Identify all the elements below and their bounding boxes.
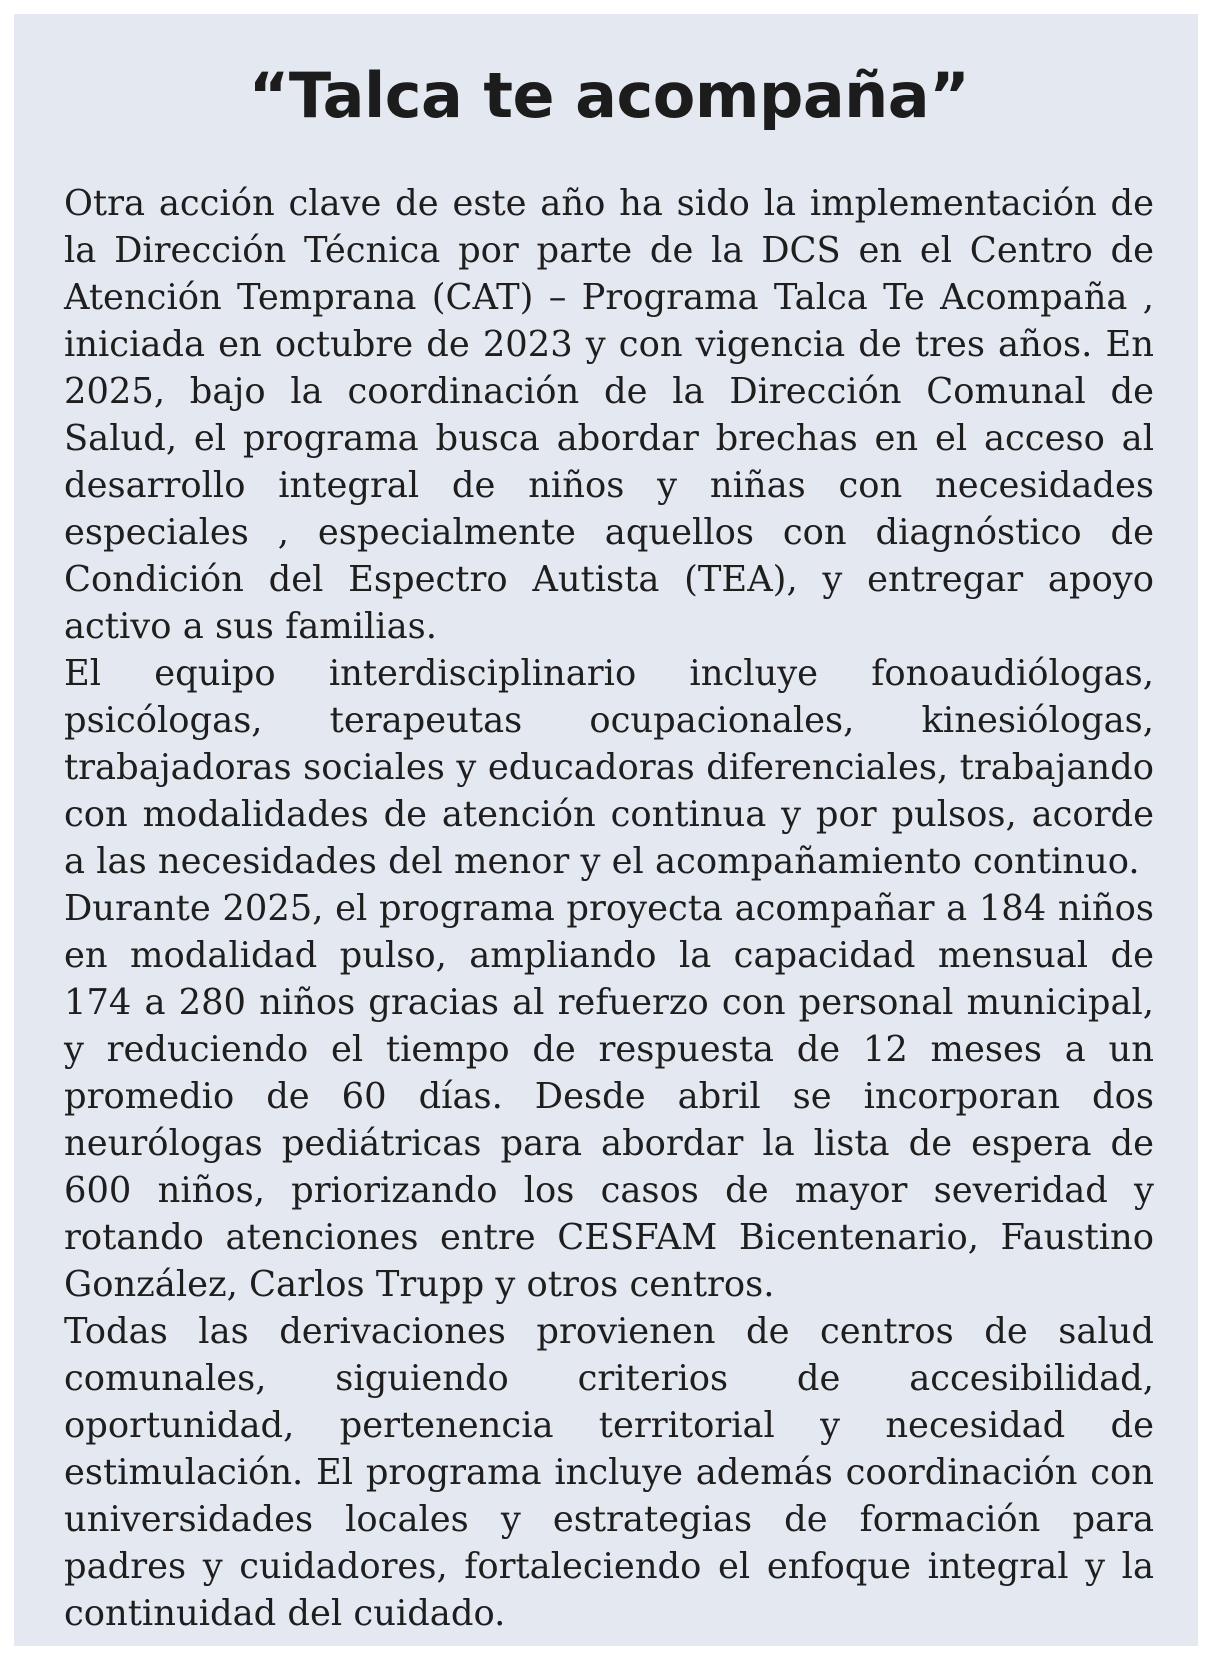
article-paragraph: Otra acción clave de este año ha sido la implementación de la Dirección Técnica por parte de la DCS en el Centro de Atención Temprana (CAT) – Programa Talca Te Acompaña , iniciada en octubre de 2023 y con vigencia de tres años. En 2025, bajo la coordinación de la Dirección Comunal de Salud, el programa busca abordar brechas en el acceso al desarrollo integral de niños y niñas con necesidades especiales , especialmente aquellos con diagnóstico de Condición del Espectro Autista (TEA), y entregar apoyo activo a sus familias. bbox=[64, 183, 1154, 647]
article-panel bbox=[14, 14, 1198, 1646]
article-body bbox=[64, 180, 1154, 1637]
article-paragraph: El equipo interdisciplinario incluye fonoaudiólogas, psicólogas, terapeutas ocupacionales, kinesiólogas, trabajadoras sociales y educadoras diferenciales, trabajando con modalidades de atención continua y por pulsos, acorde a las necesidades del menor y el acompañamiento continuo. bbox=[64, 653, 1154, 882]
article-paragraph: Todas las derivaciones provienen de centros de salud comunales, siguiendo criterios de accesibilidad, oportunidad, pertenencia territorial y necesidad de estimulación. El programa incluye además coordinación con universidades locales y estrategias de formación para padres y cuidadores, fortaleciendo el enfoque integral y la continuidad del cuidado. bbox=[64, 1311, 1154, 1634]
article-paragraph: Durante 2025, el programa proyecta acompañar a 184 niños en modalidad pulso, ampliando la capacidad mensual de 174 a 280 niños gracias al refuerzo con personal municipal, y reduciendo el tiempo de respuesta de 12 meses a un promedio de 60 días. Desde abril se incorporan dos neurólogas pediátricas para abordar la lista de espera de 600 niños, priorizando los casos de mayor severidad y rotando atenciones entre CESFAM Bicentenario, Faustino González, Carlos Trupp y otros centros. bbox=[64, 888, 1154, 1305]
article-title: “Talca te acompaña” bbox=[248, 59, 970, 132]
